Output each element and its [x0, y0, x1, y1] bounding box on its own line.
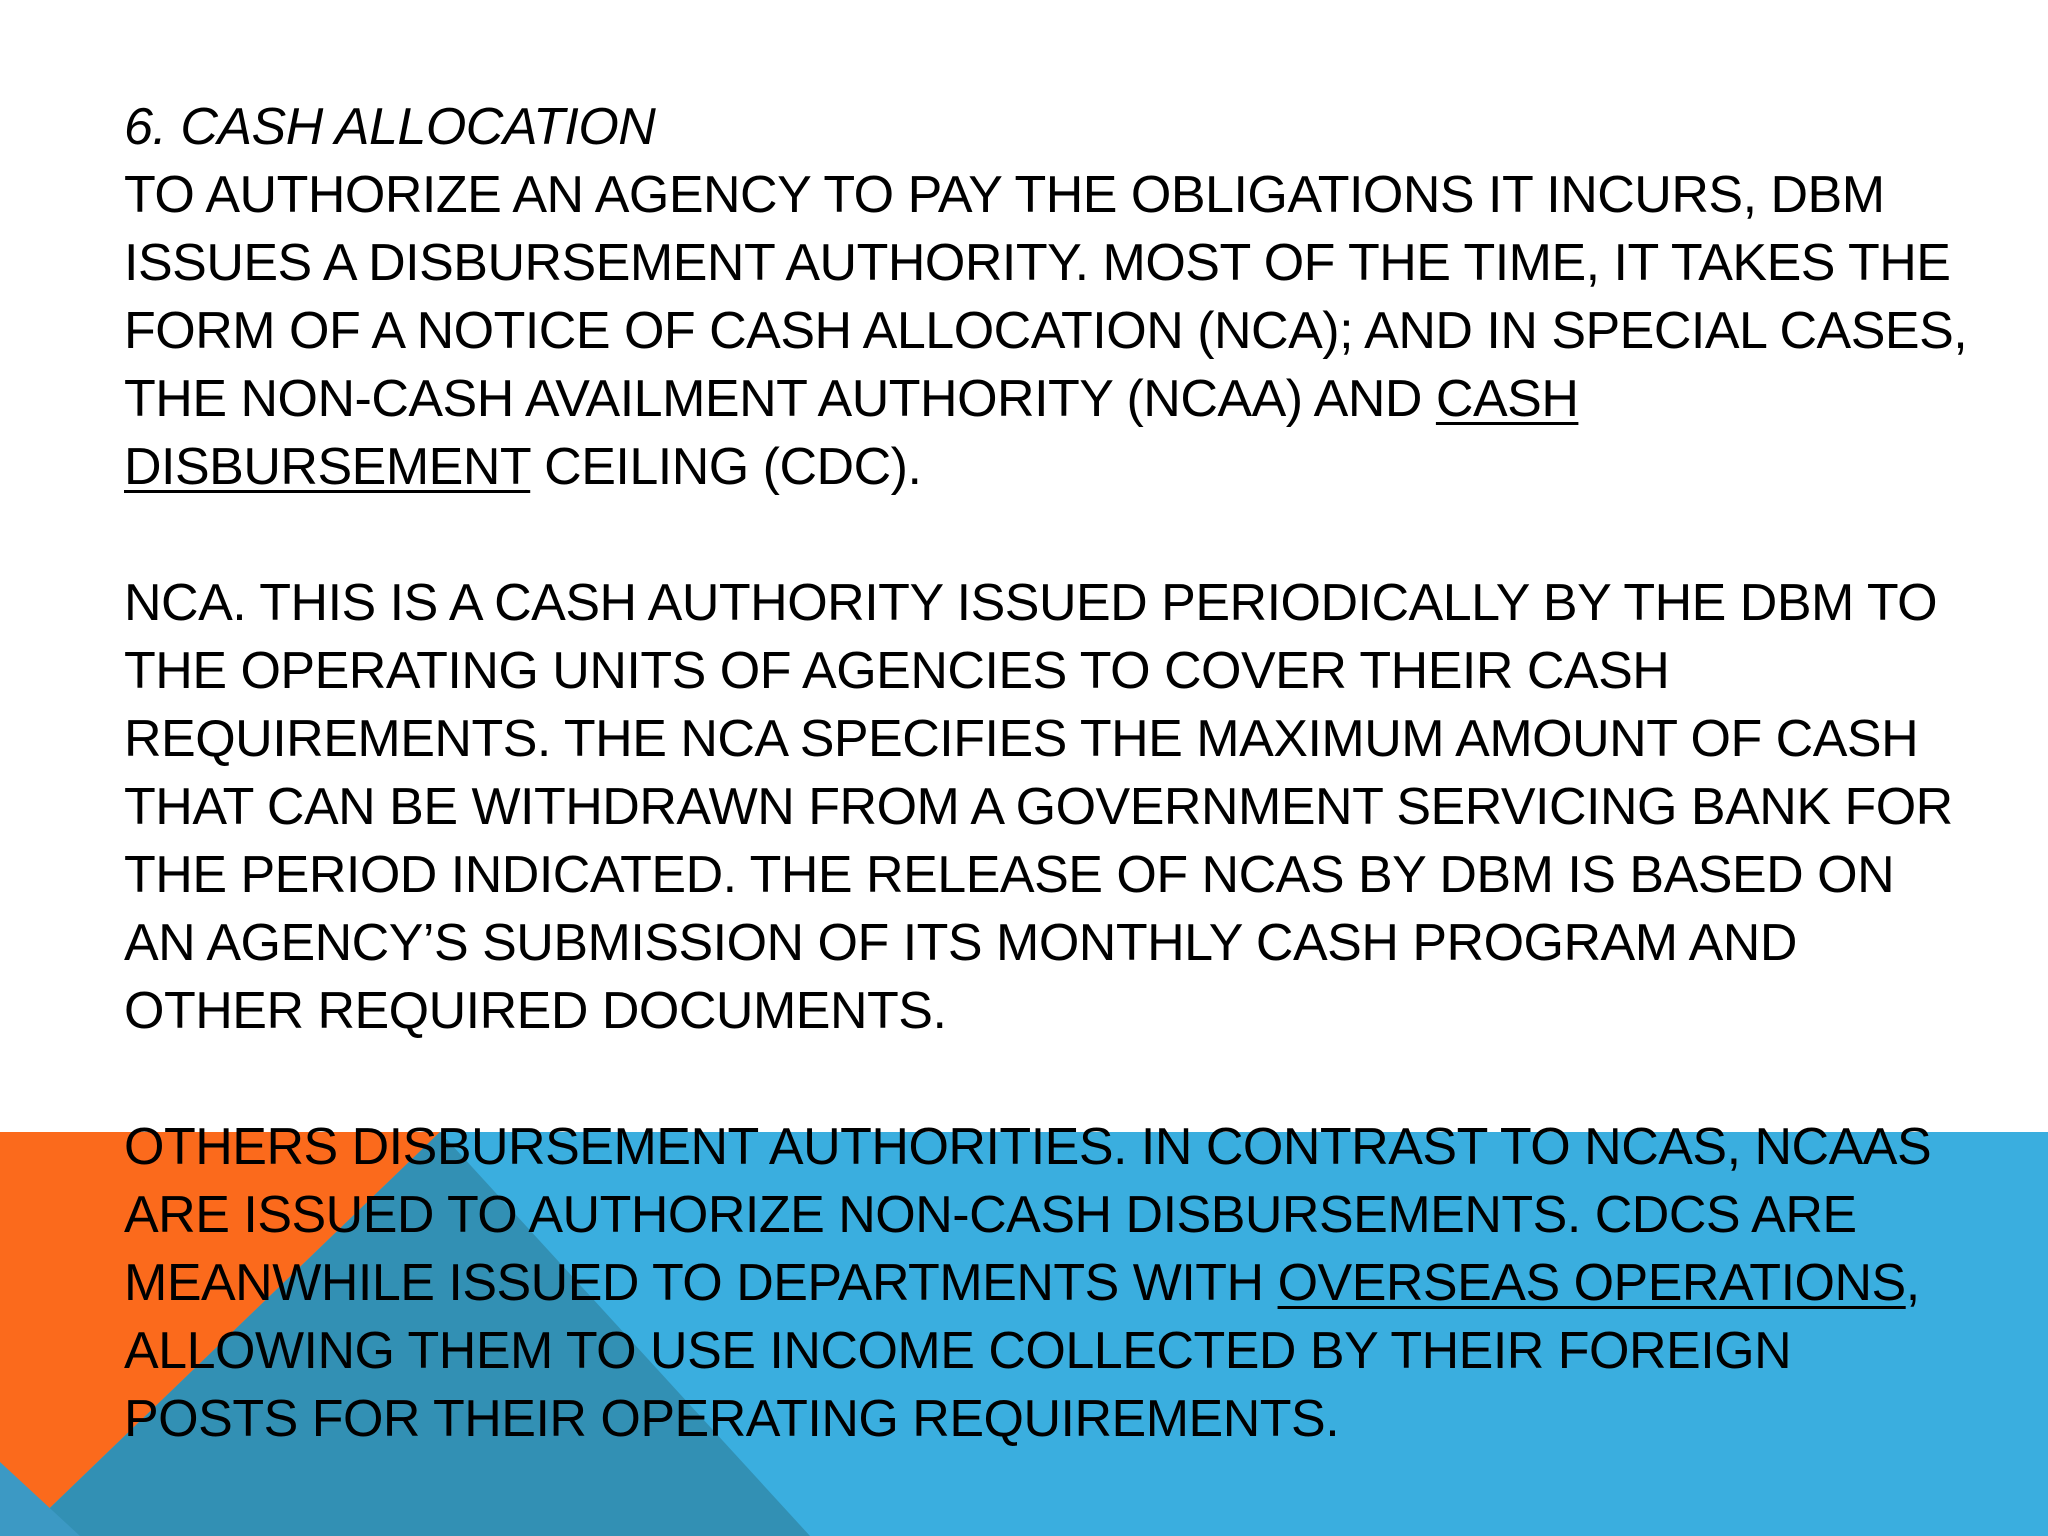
section-heading: 6. CASH ALLOCATION: [124, 98, 656, 156]
overseas-operations-link[interactable]: OVERSEAS OPERATIONS: [1277, 1254, 1906, 1312]
intro-text-2: CEILING (CDC).: [530, 438, 922, 496]
intro-text-1: TO AUTHORIZE AN AGENCY TO PAY THE OBLIGATIONS IT INCURS, DBM ISSUES A DISBURSEMENT AUTHORITY. MOST OF THE TIME, IT TAKES THE FORM OF A NOTICE OF CASH ALLOCATION (NCA); AND IN SPECIAL CASES, THE NON-CASH AVAILMENT AUTHORITY (NCAA) AND: [124, 166, 1968, 428]
others-text-1: IN CONTRAST TO NCAS, NCAAS ARE ISSUED TO AUTHORIZE NON-CASH DISBURSEMENTS. CDCS ARE MEANWHILE ISSUED TO DEPARTMENTS WITH: [124, 1118, 1932, 1312]
nca-paragraph: [124, 569, 1974, 1045]
slide-body-text: [124, 93, 1974, 1453]
others-term: OTHERS DISBURSEMENT AUTHORITIES.: [124, 1118, 1127, 1176]
nca-term: NCA.: [124, 574, 247, 632]
nca-text: THIS IS A CASH AUTHORITY ISSUED PERIODICALLY BY THE DBM TO THE OPERATING UNITS OF AGENCIES TO COVER THEIR CASH REQUIREMENTS. THE NCA SPECIFIES THE MAXIMUM AMOUNT OF CASH THAT CAN BE WITHDRAWN FROM A GOVERNMENT SERVICING BANK FOR THE PERIOD INDICATED. THE RELEASE OF NCAS BY DBM IS BASED ON AN AGENCY’S SUBMISSION OF ITS MONTHLY CASH PROGRAM AND OTHER REQUIRED DOCUMENTS.: [124, 574, 1953, 1040]
others-text-2: , ALLOWING THEM TO USE INCOME COLLECTED BY THEIR FOREIGN POSTS FOR THEIR OPERATING REQUIREMENTS.: [124, 1254, 1920, 1448]
cash-disbursement-link[interactable]: CASH DISBURSEMENT: [124, 370, 1579, 496]
intro-paragraph: [124, 161, 1974, 501]
others-paragraph: [124, 1113, 1974, 1453]
